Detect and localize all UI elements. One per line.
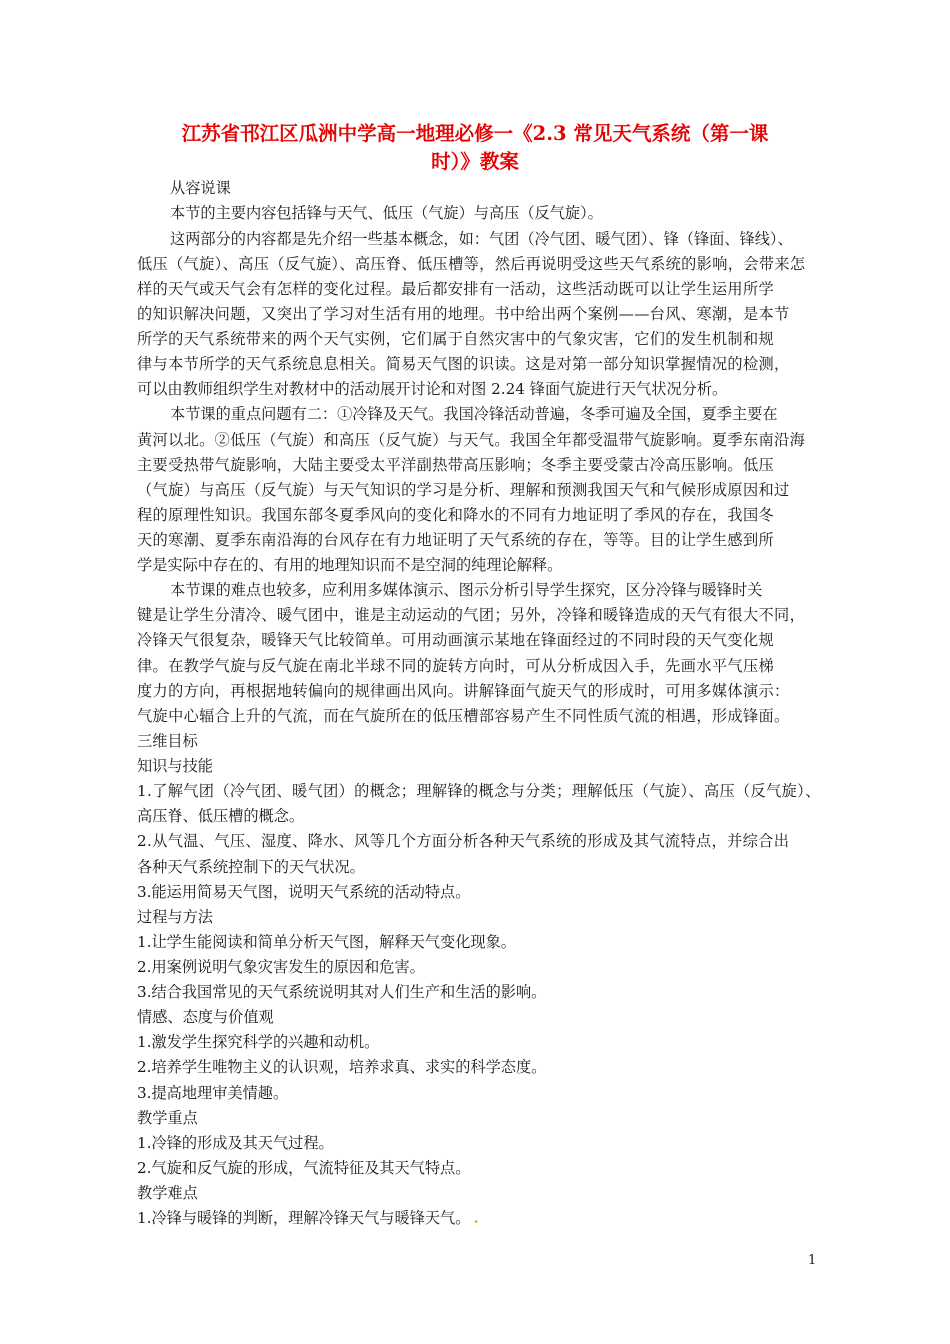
paragraph-line: 度力的方向，再根据地转偏向的规律画出风向。讲解锋面气旋天气的形成时，可用多媒体演示： bbox=[137, 682, 790, 700]
list-item: 3.结合我国常见的天气系统说明其对人们生产和生活的影响。 bbox=[137, 983, 547, 1001]
list-item: 1.冷锋的形成及其天气过程。 bbox=[137, 1134, 334, 1152]
list-item: 1.激发学生探究科学的兴趣和动机。 bbox=[137, 1033, 380, 1051]
paragraph-line: 气旋中心辐合上升的气流，而在气旋所在的低压槽部容易产生不同性质气流的相遇，形成锋面。 bbox=[137, 707, 790, 725]
subsection-heading-attitude: 情感、态度与价值观 bbox=[137, 1008, 274, 1026]
paragraph-line: 键是让学生分清冷、暖气团中，谁是主动运动的气团；另外，冷锋和暖锋造成的天气有很大不同， bbox=[137, 606, 806, 624]
list-item-continuation: 各种天气系统控制下的天气状况。 bbox=[137, 858, 365, 876]
list-item: 2.从气温、气压、湿度、降水、风等几个方面分析各种天气系统的形成及其气流特点，并综合出 bbox=[137, 832, 790, 850]
paragraph-line: 学是实际中存在的、有用的地理知识而不是空洞的纯理论解释。 bbox=[137, 556, 563, 574]
paragraph-line: 样的天气或天气会有怎样的变化过程。最后都安排有一活动，这些活动既可以让学生运用所学 bbox=[137, 280, 775, 298]
paragraph-line: 黄河以北。②低压（气旋）和高压（反气旋）与天气。我国全年都受温带气旋影响。夏季东南沿海 bbox=[137, 431, 806, 449]
subsection-heading-knowledge: 知识与技能 bbox=[137, 757, 213, 775]
list-item: 2.用案例说明气象灾害发生的原因和危害。 bbox=[137, 958, 425, 976]
list-item-continuation: 高压脊、低压槽的概念。 bbox=[137, 807, 305, 825]
list-item: 1.让学生能阅读和简单分析天气图，解释天气变化现象。 bbox=[137, 933, 516, 951]
paragraph-line: 律与本节所学的天气系统息息相关。简易天气图的识读。这是对第一部分知识掌握情况的检测， bbox=[137, 355, 790, 373]
list-item-last bbox=[137, 1206, 479, 1230]
section-heading-key-points: 教学重点 bbox=[137, 1109, 198, 1127]
document-title-line-2: 时）》教案 bbox=[431, 150, 519, 173]
section-heading-intro: 从容说课 bbox=[170, 179, 231, 197]
paragraph-line: 冷锋天气很复杂，暖锋天气比较简单。可用动画演示某地在锋面经过的不同时段的天气变化规 bbox=[137, 631, 775, 649]
list-item: 2.培养学生唯物主义的认识观，培养求真、求实的科学态度。 bbox=[137, 1058, 547, 1076]
paragraph-line: 所学的天气系统带来的两个天气实例，它们属于自然灾害中的气象灾害，它们的发生机制和规 bbox=[137, 330, 775, 348]
page-number: 1 bbox=[808, 1253, 817, 1268]
list-item: 3.提高地理审美情趣。 bbox=[137, 1084, 289, 1102]
paragraph-line: 这两部分的内容都是先介绍一些基本概念，如：气团（冷气团、暖气团）、锋（锋面、锋线）、 bbox=[170, 230, 793, 248]
paragraph-line: 主要受热带气旋影响，大陆主要受太平洋副热带高压影响；冬季主要受蒙古冷高压影响。低压 bbox=[137, 456, 775, 474]
paragraph-line: 本节的主要内容包括锋与天气、低压（气旋）与高压（反气旋）。 bbox=[170, 204, 603, 222]
list-item: 1.了解气团（冷气团、暖气团）的概念；理解锋的概念与分类；理解低压（气旋）、高压（反气旋）、 bbox=[137, 782, 821, 800]
paragraph-line: 程的原理性知识。我国东部冬夏季风向的变化和降水的不同有力地证明了季风的存在，我国冬 bbox=[137, 506, 775, 524]
paragraph-line: 天的寒潮、夏季东南沿海的台风存在有力地证明了天气系统的存在，等等。目的让学生感到所 bbox=[137, 531, 775, 549]
paragraph-line: 可以由教师组织学生对教材中的活动展开讨论和对图 2.24 锋面气旋进行天气状况分析。 bbox=[137, 380, 728, 398]
paragraph-line: （气旋）与高压（反气旋）与天气知识的学习是分析、理解和预测我国天气和气候形成原因和过 bbox=[137, 481, 790, 499]
document-title-line-1: 江苏省邗江区瓜洲中学高一地理必修一《2.3 常见天气系统（第一课 bbox=[181, 122, 769, 145]
section-heading-difficulties: 教学难点 bbox=[137, 1184, 198, 1202]
paragraph-line: 本节课的重点问题有二：①冷锋及天气。我国冷锋活动普遍，冬季可遍及全国，夏季主要在 bbox=[170, 405, 778, 423]
trailing-mark: . bbox=[473, 1209, 479, 1227]
list-item: 2.气旋和反气旋的形成，气流特征及其天气特点。 bbox=[137, 1159, 471, 1177]
subsection-heading-process: 过程与方法 bbox=[137, 908, 213, 926]
paragraph-line: 的知识解决问题，又突出了学习对生活有用的地理。书中给出两个案例——台风、寒潮，是本节 bbox=[137, 305, 790, 323]
paragraph-line: 律。在教学气旋与反气旋在南北半球不同的旋转方向时，可从分析成因入手，先画水平气压梯 bbox=[137, 657, 775, 675]
list-item: 3.能运用简易天气图，说明天气系统的活动特点。 bbox=[137, 883, 471, 901]
section-heading-objectives: 三维目标 bbox=[137, 732, 198, 750]
paragraph-line: 本节课的难点也较多，应利用多媒体演示、图示分析引导学生探究，区分冷锋与暖锋时关 bbox=[170, 581, 763, 599]
paragraph-line: 低压（气旋）、高压（反气旋）、高压脊、低压槽等，然后再说明受这些天气系统的影响，会带来怎 bbox=[137, 255, 806, 273]
list-item-text: 1.冷锋与暖锋的判断，理解冷锋天气与暖锋天气。 bbox=[137, 1209, 471, 1227]
